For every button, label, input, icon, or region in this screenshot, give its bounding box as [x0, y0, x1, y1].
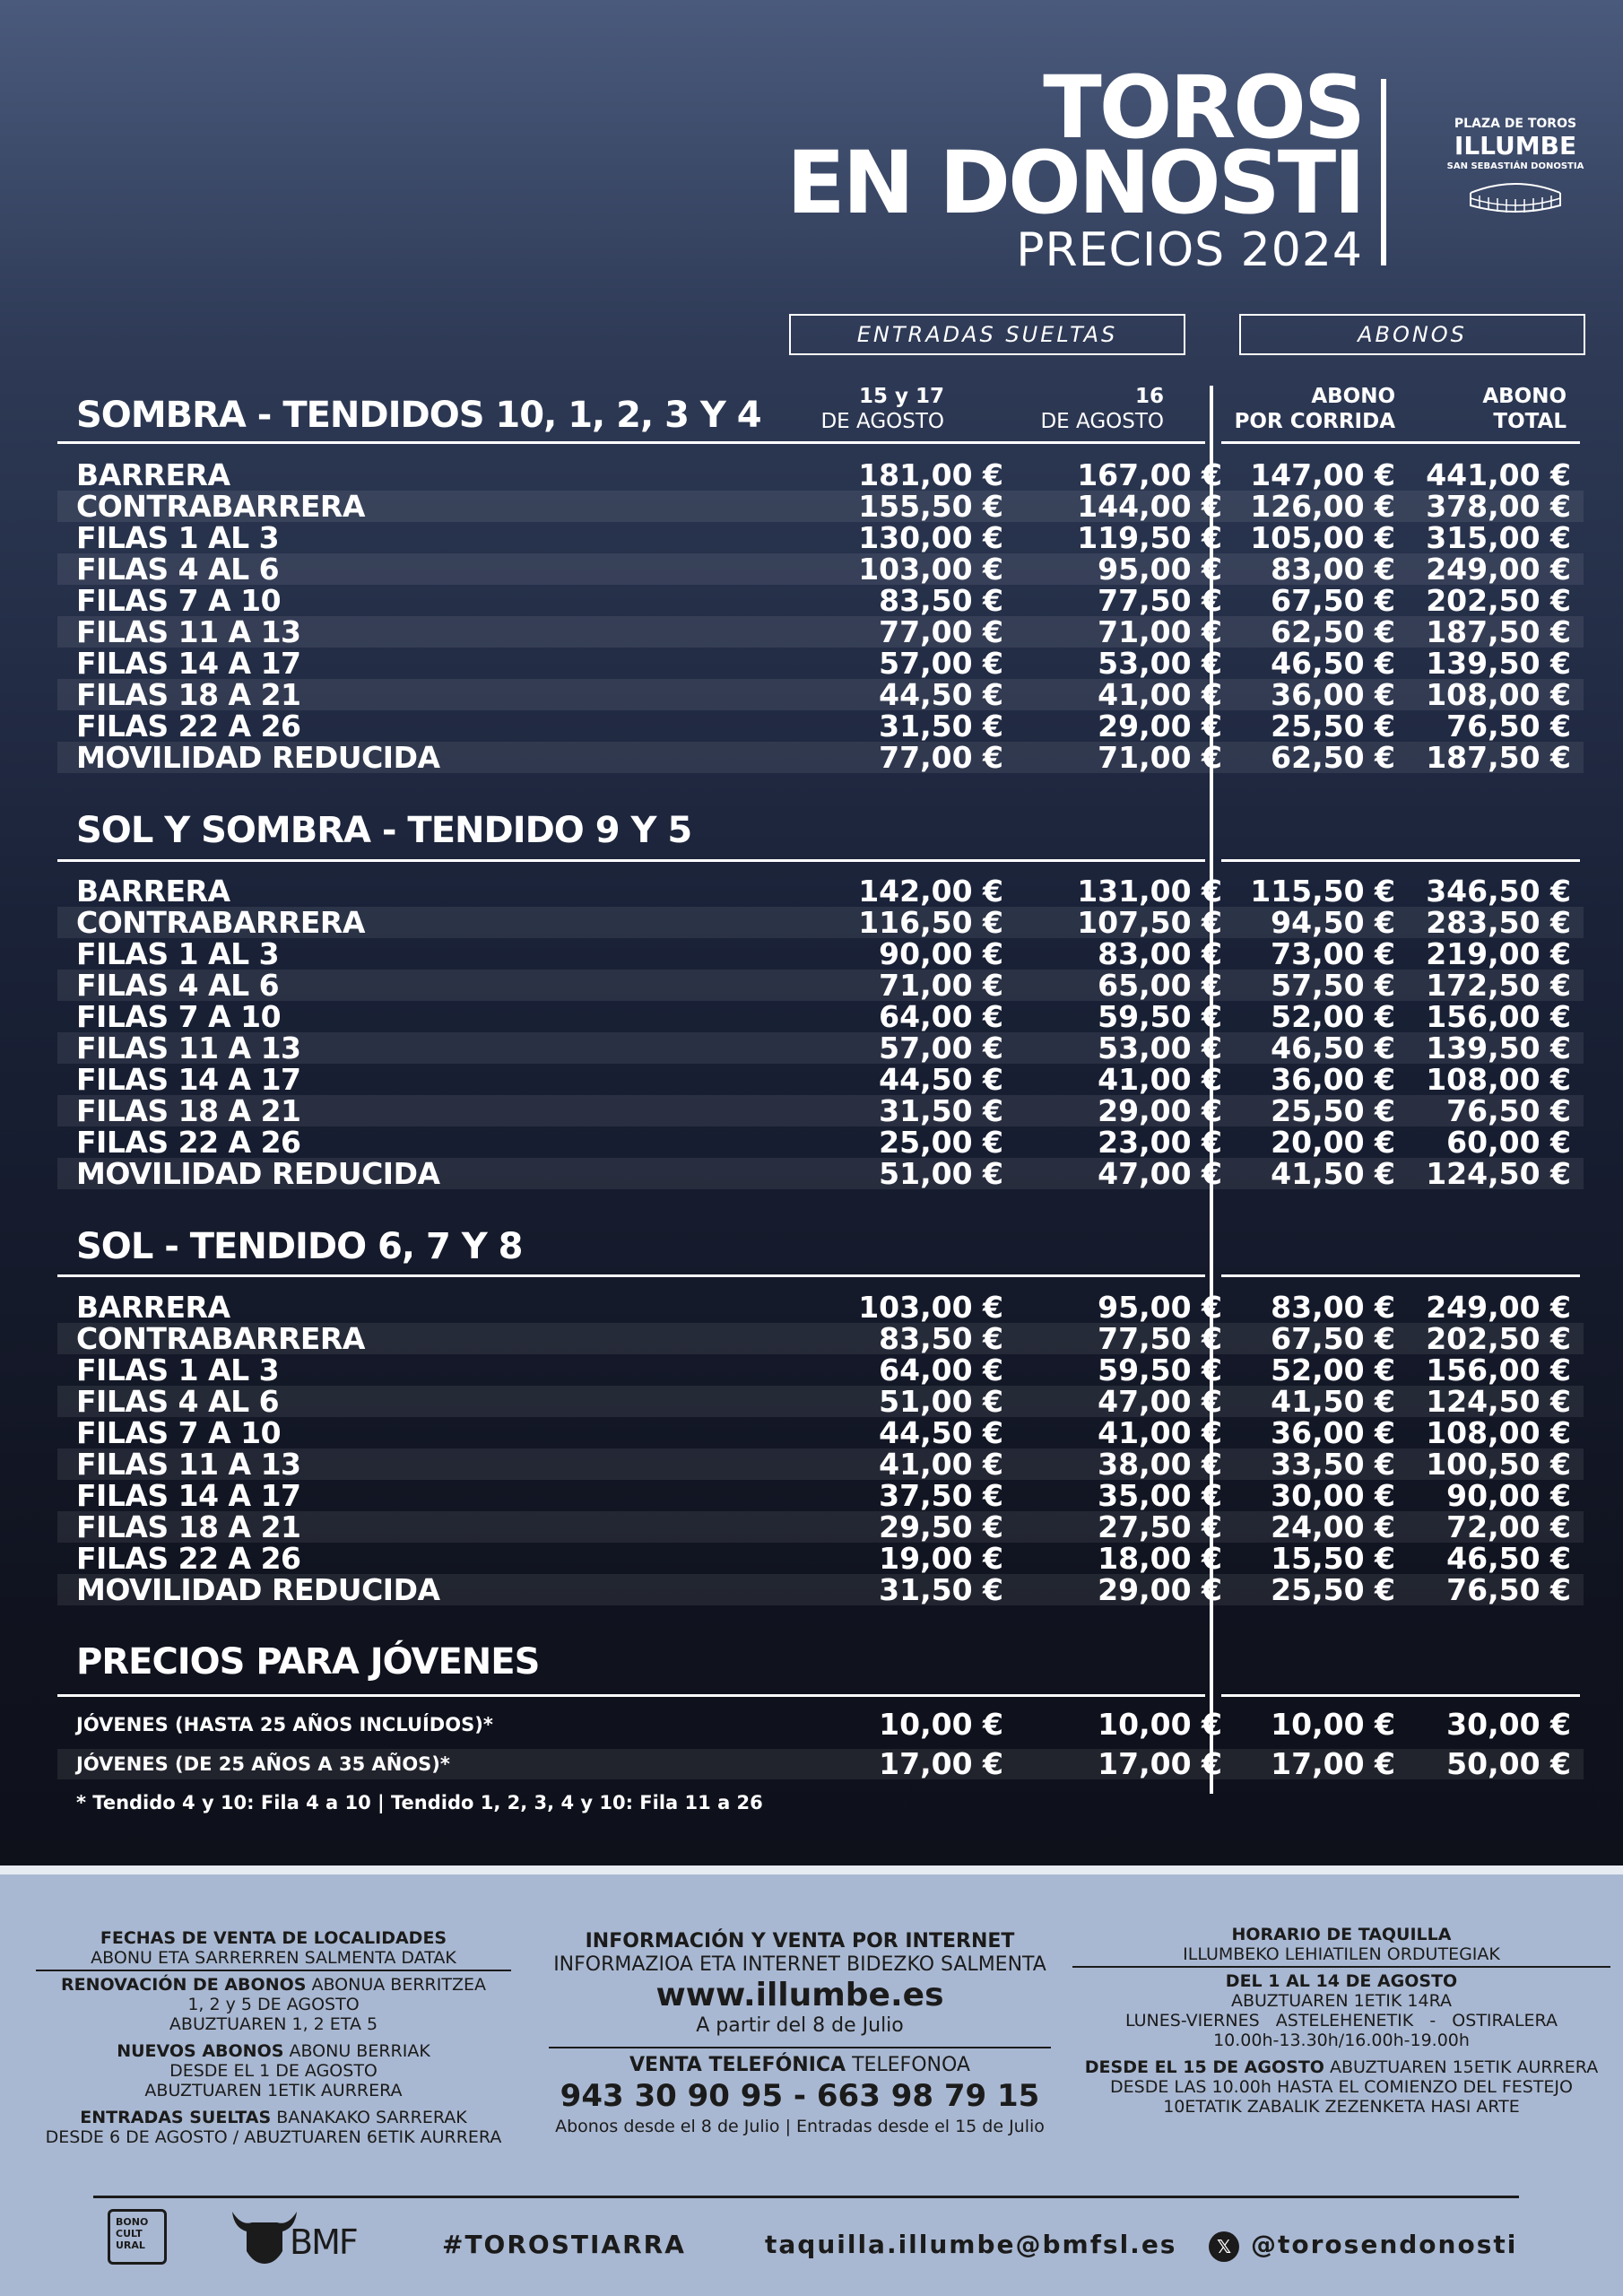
row-label: MOVILIDAD REDUCIDA: [76, 740, 440, 775]
price-16: 41,00 €: [1098, 677, 1222, 712]
row-label: FILAS 18 A 21: [76, 1093, 301, 1128]
price-row: [57, 585, 1584, 616]
price-15-17: 155,50 €: [858, 489, 1003, 524]
price-15-17: 77,00 €: [879, 740, 1003, 775]
section-rule: [1221, 1694, 1580, 1697]
period1-label: DEL 1 AL 14 DE AGOSTO: [1225, 1971, 1458, 1991]
price-16: 144,00 €: [1077, 489, 1222, 524]
period2-label-eu: ABUZTUAREN 15ETIK AURRERA: [1329, 2057, 1599, 2077]
col2-top: 16: [1134, 385, 1164, 408]
price-abono-corrida: 46,50 €: [1271, 1031, 1395, 1065]
price-16: 65,00 €: [1098, 968, 1222, 1003]
phone-label: VENTA TELEFÓNICA: [629, 2054, 846, 2076]
renov-dates: 1, 2 y 5 DE AGOSTO: [187, 1995, 360, 2014]
price-16: 95,00 €: [1098, 1290, 1222, 1325]
price-row: [57, 1386, 1584, 1417]
price-row: [57, 616, 1584, 648]
price-row: [57, 1032, 1584, 1064]
logo-line-1: PLAZA DE TOROS: [1454, 117, 1577, 131]
price-16: 47,00 €: [1098, 1384, 1222, 1419]
price-abono-total: 139,50 €: [1426, 1031, 1571, 1065]
bullring-icon: [1466, 178, 1565, 218]
price-row: [57, 1543, 1584, 1574]
price-15-17: 90,00 €: [879, 936, 1003, 971]
row-label: BARRERA: [76, 1290, 230, 1325]
title-line-2: EN DONOSTI: [786, 133, 1363, 233]
price-abono-total: 249,00 €: [1426, 1290, 1571, 1325]
youth-row: [57, 1746, 1584, 1781]
price-row: [57, 1292, 1584, 1323]
footer-rule: [549, 2047, 1051, 2048]
bmf-logo: [229, 2206, 363, 2266]
sales-dates-title: FECHAS DE VENTA DE LOCALIDADES: [100, 1928, 447, 1948]
price-16: 77,50 €: [1098, 1321, 1222, 1356]
price-16: 38,00 €: [1098, 1447, 1222, 1482]
price-row: [57, 1323, 1584, 1354]
row-label: FILAS 4 AL 6: [76, 968, 280, 1003]
period1-days: LUNES-VIERNES ASTELEHENETIK - OSTIRALERA: [1125, 2011, 1558, 2031]
price-abono-corrida: 105,00 €: [1250, 520, 1395, 555]
price-15-17: 64,00 €: [879, 999, 1003, 1034]
section-title-sol-y-sombra: SOL Y SOMBRA - TENDIDO 9 Y 5: [76, 810, 692, 851]
row-label: FILAS 22 A 26: [76, 709, 301, 744]
row-label: FILAS 7 A 10: [76, 583, 282, 618]
price-15-17: 25,00 €: [879, 1125, 1003, 1160]
row-label: MOVILIDAD REDUCIDA: [76, 1572, 440, 1607]
illumbe-logo: [1417, 117, 1614, 222]
price-abono-total: 441,00 €: [1426, 457, 1571, 492]
price-15-17: 44,50 €: [879, 1062, 1003, 1097]
price-abono-total: 108,00 €: [1426, 677, 1571, 712]
bono-logo-line: URAL: [116, 2239, 145, 2251]
period1-label-eu: ABUZTUAREN 1ETIK 14RA: [1231, 1991, 1452, 2011]
price-15-17: 57,00 €: [879, 646, 1003, 681]
section-title-sol: SOL - TENDIDO 6, 7 Y 8: [76, 1226, 523, 1267]
price-15-17: 103,00 €: [858, 552, 1003, 587]
period2-line3: 10ETATIK ZABALIK ZEZENKETA HASI ARTE: [1163, 2097, 1520, 2117]
price-abono-total: 249,00 €: [1426, 552, 1571, 587]
price-abono-total: 108,00 €: [1426, 1062, 1571, 1097]
price-abono-corrida: 67,50 €: [1271, 1321, 1395, 1356]
price-abono-corrida: 83,00 €: [1271, 1290, 1395, 1325]
price-row: [57, 553, 1584, 585]
price-15-17: 103,00 €: [858, 1290, 1003, 1325]
price-15-17: 31,50 €: [879, 1093, 1003, 1128]
price-abono-total: 76,50 €: [1446, 709, 1571, 744]
price-abono-total: 172,50 €: [1426, 968, 1571, 1003]
period1-hours: 10.00h-13.30h/16.00h-19.00h: [1213, 2031, 1470, 2050]
price-abono-corrida: 94,50 €: [1271, 905, 1395, 940]
price-16: 35,00 €: [1098, 1478, 1222, 1513]
price-abono-corrida: 36,00 €: [1271, 1062, 1395, 1097]
price-16: 59,50 €: [1098, 999, 1222, 1034]
price-row: [57, 710, 1584, 742]
price-table-sol: [57, 1292, 1584, 1605]
internet-title: INFORMACIÓN Y VENTA POR INTERNET: [585, 1930, 1015, 1952]
price-row: [57, 459, 1584, 491]
section-rule: [57, 441, 1205, 444]
section-rule: [57, 1274, 1205, 1277]
row-label: FILAS 7 A 10: [76, 999, 282, 1034]
section-rule: [1221, 859, 1580, 862]
row-label: FILAS 18 A 21: [76, 1509, 301, 1544]
price-abono-total: 346,50 €: [1426, 874, 1571, 909]
price-row: [57, 648, 1584, 679]
website-link[interactable]: www.illumbe.es: [655, 1977, 944, 2013]
row-label: FILAS 4 AL 6: [76, 1384, 280, 1419]
price-15-17: 29,50 €: [879, 1509, 1003, 1544]
sales-dates-subtitle: ABONU ETA SARRERREN SALMENTA DATAK: [91, 1948, 456, 1968]
row-label: FILAS 1 AL 3: [76, 520, 280, 555]
col1-top: 15 y 17: [858, 385, 944, 408]
hours-title: HORARIO DE TAQUILLA: [1231, 1925, 1452, 1944]
price-16: 53,00 €: [1098, 646, 1222, 681]
logo-line-3: SAN SEBASTIÁN DONOSTIA: [1446, 161, 1584, 171]
internet-subtitle: INFORMAZIOA ETA INTERNET BIDEZKO SALMENTA: [553, 1953, 1046, 1976]
row-label: FILAS 1 AL 3: [76, 1352, 280, 1387]
price-16: 107,50 €: [1077, 905, 1222, 940]
price-15-17: 71,00 €: [879, 968, 1003, 1003]
logo-line-2: ILLUMBE: [1454, 131, 1577, 161]
price-abono-corrida: 41,50 €: [1271, 1384, 1395, 1419]
sueltas-label-eu: BANAKAKO SARRERAK: [276, 2108, 467, 2127]
price-15-17: 10,00 €: [879, 1707, 1003, 1742]
price-abono-corrida: 15,50 €: [1271, 1541, 1395, 1576]
header-divider: [1381, 79, 1386, 265]
header-abonos: ABONOS: [1239, 314, 1585, 355]
price-15-17: 116,50 €: [858, 905, 1003, 940]
price-16: 53,00 €: [1098, 1031, 1222, 1065]
price-15-17: 57,00 €: [879, 1031, 1003, 1065]
price-16: 18,00 €: [1098, 1541, 1222, 1576]
hashtag: #TOROSTIARRA: [442, 2230, 686, 2259]
price-row: [57, 1095, 1584, 1126]
price-row: [57, 875, 1584, 907]
price-abono-corrida: 46,50 €: [1271, 646, 1395, 681]
price-abono-total: 50,00 €: [1446, 1746, 1571, 1781]
price-abono-total: 139,50 €: [1426, 646, 1571, 681]
price-abono-corrida: 20,00 €: [1271, 1125, 1395, 1160]
row-label: FILAS 7 A 10: [76, 1415, 282, 1450]
price-abono-corrida: 17,00 €: [1271, 1746, 1395, 1781]
price-16: 95,00 €: [1098, 552, 1222, 587]
section-title-sombra: SOMBRA - TENDIDOS 10, 1, 2, 3 Y 4: [76, 395, 761, 436]
price-abono-corrida: 73,00 €: [1271, 936, 1395, 971]
price-row: [57, 742, 1584, 773]
price-abono-total: 187,50 €: [1426, 614, 1571, 649]
price-row: [57, 907, 1584, 938]
price-16: 167,00 €: [1077, 457, 1222, 492]
price-abono-total: 72,00 €: [1446, 1509, 1571, 1544]
price-15-17: 51,00 €: [879, 1156, 1003, 1191]
price-row: [57, 938, 1584, 970]
price-row: [57, 1126, 1584, 1158]
price-16: 119,50 €: [1077, 520, 1222, 555]
youth-footnote: * Tendido 4 y 10: Fila 4 a 10 | Tendido 1, 2, 3, 4 y 10: Fila 11 a 26: [76, 1792, 763, 1813]
footer-bottom-rule: [93, 2196, 1519, 2198]
subtitle: PRECIOS 2024: [1016, 223, 1363, 277]
price-table-sol-y-sombra: [57, 875, 1584, 1189]
price-row: [57, 1448, 1584, 1480]
phone-note: Abonos desde el 8 de Julio | Entradas desde el 15 de Julio: [555, 2117, 1045, 2136]
price-abono-total: 30,00 €: [1446, 1707, 1571, 1742]
row-label: FILAS 1 AL 3: [76, 936, 280, 971]
price-15-17: 51,00 €: [879, 1384, 1003, 1419]
price-row: [57, 1417, 1584, 1448]
price-abono-corrida: 57,50 €: [1271, 968, 1395, 1003]
footer-rule: [36, 1970, 511, 1971]
price-16: 17,00 €: [1098, 1746, 1222, 1781]
price-abono-corrida: 62,50 €: [1271, 740, 1395, 775]
row-label: FILAS 11 A 13: [76, 1031, 301, 1065]
phone-numbers[interactable]: 943 30 90 95 - 663 98 79 15: [560, 2078, 1040, 2114]
price-16: 131,00 €: [1077, 874, 1222, 909]
nuevos-dates: DESDE EL 1 DE AGOSTO: [169, 2061, 378, 2081]
section-rule: [57, 1694, 1205, 1697]
poster-title: [786, 57, 1363, 280]
nuevos-label-eu: ABONU BERRIAK: [289, 2041, 430, 2061]
price-abono-total: 108,00 €: [1426, 1415, 1571, 1450]
row-label: MOVILIDAD REDUCIDA: [76, 1156, 440, 1191]
price-15-17: 130,00 €: [858, 520, 1003, 555]
row-label: FILAS 4 AL 6: [76, 552, 280, 587]
price-16: 29,00 €: [1098, 709, 1222, 744]
footer-internet-info: [549, 1930, 1051, 2138]
header-entradas-sueltas: ENTRADAS SUELTAS: [789, 314, 1185, 355]
price-abono-total: 60,00 €: [1446, 1125, 1571, 1160]
price-16: 27,50 €: [1098, 1509, 1222, 1544]
price-abono-total: 90,00 €: [1446, 1478, 1571, 1513]
row-label: CONTRABARRERA: [76, 1321, 365, 1356]
price-16: 77,50 €: [1098, 583, 1222, 618]
col-header-abono-corrida: [1235, 384, 1395, 434]
sueltas-dates: DESDE 6 DE AGOSTO / ABUZTUAREN 6ETIK AURRERA: [45, 2127, 502, 2147]
price-abono-corrida: 41,50 €: [1271, 1156, 1395, 1191]
row-label: JÓVENES (HASTA 25 AÑOS INCLUÍDOS)*: [76, 1714, 493, 1735]
price-abono-corrida: 25,50 €: [1271, 1572, 1395, 1607]
row-label: FILAS 18 A 21: [76, 677, 301, 712]
row-label: FILAS 22 A 26: [76, 1125, 301, 1160]
price-abono-total: 156,00 €: [1426, 1352, 1571, 1387]
row-label: JÓVENES (DE 25 AÑOS A 35 AÑOS)*: [76, 1753, 450, 1775]
youth-row: [57, 1709, 1584, 1740]
bono-logo-line: BONO: [116, 2216, 149, 2228]
footer-sales-dates: [36, 1928, 511, 2147]
price-16: 59,50 €: [1098, 1352, 1222, 1387]
row-label: FILAS 14 A 17: [76, 646, 301, 681]
row-label: CONTRABARRERA: [76, 489, 365, 524]
price-row: [57, 1480, 1584, 1511]
price-15-17: 83,50 €: [879, 583, 1003, 618]
price-abono-corrida: 52,00 €: [1271, 999, 1395, 1034]
price-row: [57, 1158, 1584, 1189]
price-16: 41,00 €: [1098, 1415, 1222, 1450]
price-abono-corrida: 25,50 €: [1271, 1093, 1395, 1128]
row-label: FILAS 11 A 13: [76, 1447, 301, 1482]
price-abono-total: 219,00 €: [1426, 936, 1571, 971]
row-label: FILAS 14 A 17: [76, 1062, 301, 1097]
price-15-17: 83,50 €: [879, 1321, 1003, 1356]
phone-label-eu: TELEFONOA: [852, 2054, 970, 2076]
price-row: [57, 1574, 1584, 1605]
bono-cultural-logo: [108, 2209, 167, 2265]
bmf-logo-text: BMF: [290, 2222, 357, 2262]
price-abono-corrida: 52,00 €: [1271, 1352, 1395, 1387]
price-row: [57, 1511, 1584, 1543]
price-abono-total: 46,50 €: [1446, 1541, 1571, 1576]
price-15-17: 31,50 €: [879, 709, 1003, 744]
price-row: [57, 522, 1584, 553]
section-rule: [1221, 1274, 1580, 1277]
nuevos-dates-eu: ABUZTUAREN 1ETIK AURRERA: [144, 2081, 403, 2100]
price-16: 10,00 €: [1098, 1707, 1222, 1742]
col2-bottom: DE AGOSTO: [1040, 410, 1164, 433]
price-abono-total: 378,00 €: [1426, 489, 1571, 524]
price-16: 29,00 €: [1098, 1572, 1222, 1607]
footer-box-office-hours: [1072, 1925, 1610, 2117]
price-15-17: 31,50 €: [879, 1572, 1003, 1607]
row-label: FILAS 11 A 13: [76, 614, 301, 649]
price-15-17: 44,50 €: [879, 1415, 1003, 1450]
renov-label: RENOVACIÓN DE ABONOS: [61, 1975, 307, 1995]
section-rule: [1221, 441, 1580, 444]
price-16: 71,00 €: [1098, 740, 1222, 775]
price-abono-total: 315,00 €: [1426, 520, 1571, 555]
period2-label: DESDE EL 15 DE AGOSTO: [1084, 2057, 1324, 2077]
price-row: [57, 970, 1584, 1001]
col4-top: ABONO: [1482, 385, 1567, 408]
price-15-17: 37,50 €: [879, 1478, 1003, 1513]
renov-label-eu: ABONUA BERRITZEA: [311, 1975, 486, 1995]
col4-bottom: TOTAL: [1493, 410, 1567, 433]
price-16: 71,00 €: [1098, 614, 1222, 649]
price-abono-corrida: 24,00 €: [1271, 1509, 1395, 1544]
price-15-17: 142,00 €: [858, 874, 1003, 909]
price-abono-total: 124,50 €: [1426, 1384, 1571, 1419]
price-15-17: 64,00 €: [879, 1352, 1003, 1387]
bono-logo-line: CULT: [116, 2228, 143, 2239]
price-16: 29,00 €: [1098, 1093, 1222, 1128]
email-link[interactable]: taquilla.illumbe@bmfsl.es: [765, 2230, 1177, 2259]
price-15-17: 77,00 €: [879, 614, 1003, 649]
price-row: [57, 1064, 1584, 1095]
price-table-sombra: [57, 459, 1584, 773]
price-abono-total: 76,50 €: [1446, 1572, 1571, 1607]
price-abono-corrida: 30,00 €: [1271, 1478, 1395, 1513]
section-title-jovenes: PRECIOS PARA JÓVENES: [76, 1641, 540, 1683]
price-16: 47,00 €: [1098, 1156, 1222, 1191]
price-abono-total: 156,00 €: [1426, 999, 1571, 1034]
price-abono-corrida: 62,50 €: [1271, 614, 1395, 649]
title-line-1: TOROS: [1043, 57, 1363, 158]
footer-rule: [1072, 1966, 1610, 1968]
price-15-17: 17,00 €: [879, 1746, 1003, 1781]
price-abono-corrida: 36,00 €: [1271, 1415, 1395, 1450]
price-16: 41,00 €: [1098, 1062, 1222, 1097]
row-label: BARRERA: [76, 874, 230, 909]
price-15-17: 181,00 €: [858, 457, 1003, 492]
price-abono-corrida: 10,00 €: [1271, 1707, 1395, 1742]
website-note: A partir del 8 de Julio: [696, 2014, 904, 2037]
row-label: FILAS 22 A 26: [76, 1541, 301, 1576]
col1-bottom: DE AGOSTO: [820, 410, 944, 433]
price-row: [57, 1354, 1584, 1386]
price-16: 23,00 €: [1098, 1125, 1222, 1160]
row-label: FILAS 14 A 17: [76, 1478, 301, 1513]
price-abono-corrida: 36,00 €: [1271, 677, 1395, 712]
price-16: 83,00 €: [1098, 936, 1222, 971]
price-abono-corrida: 67,50 €: [1271, 583, 1395, 618]
section-rule: [57, 859, 1205, 862]
sueltas-label: ENTRADAS SUELTAS: [80, 2108, 272, 2127]
col-header-15-17: [820, 384, 944, 434]
period2-line2: DESDE LAS 10.00h HASTA EL COMIENZO DEL FESTEJO: [1110, 2077, 1573, 2097]
price-15-17: 19,00 €: [879, 1541, 1003, 1576]
x-social-icon[interactable]: 𝕏: [1209, 2231, 1239, 2262]
price-abono-total: 283,50 €: [1426, 905, 1571, 940]
price-abono-total: 202,50 €: [1426, 1321, 1571, 1356]
col3-bottom: POR CORRIDA: [1234, 410, 1395, 433]
price-abono-corrida: 126,00 €: [1250, 489, 1395, 524]
price-abono-corrida: 25,50 €: [1271, 709, 1395, 744]
price-15-17: 41,00 €: [879, 1447, 1003, 1482]
price-abono-corrida: 147,00 €: [1250, 457, 1395, 492]
price-abono-corrida: 33,50 €: [1271, 1447, 1395, 1482]
col3-top: ABONO: [1311, 385, 1395, 408]
price-abono-total: 100,50 €: [1426, 1447, 1571, 1482]
col-header-16: [1040, 384, 1164, 434]
price-15-17: 44,50 €: [879, 677, 1003, 712]
price-abono-total: 124,50 €: [1426, 1156, 1571, 1191]
renov-dates-eu: ABUZTUAREN 1, 2 ETA 5: [169, 2014, 378, 2034]
price-abono-total: 76,50 €: [1446, 1093, 1571, 1128]
price-abono-corrida: 115,50 €: [1250, 874, 1395, 909]
price-row: [57, 679, 1584, 710]
price-abono-total: 202,50 €: [1426, 583, 1571, 618]
price-abono-total: 187,50 €: [1426, 740, 1571, 775]
col-header-abono-total: [1482, 384, 1567, 434]
price-row: [57, 491, 1584, 522]
hours-subtitle: ILLUMBEKO LEHIATILEN ORDUTEGIAK: [1183, 1944, 1500, 1964]
price-row: [57, 1001, 1584, 1032]
price-abono-corrida: 83,00 €: [1271, 552, 1395, 587]
row-label: BARRERA: [76, 457, 230, 492]
social-handle[interactable]: @torosendonosti: [1251, 2230, 1518, 2259]
row-label: CONTRABARRERA: [76, 905, 365, 940]
nuevos-label: NUEVOS ABONOS: [117, 2041, 284, 2061]
